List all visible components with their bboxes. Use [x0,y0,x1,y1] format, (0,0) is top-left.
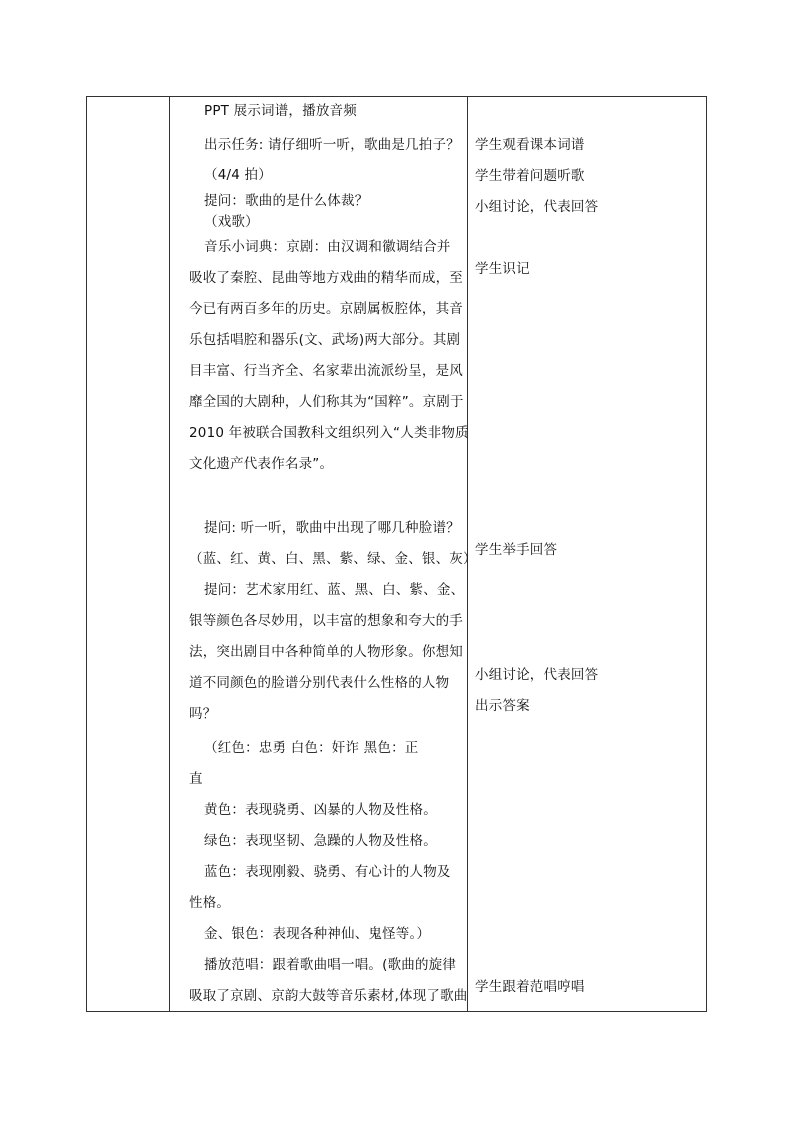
teacher-line-7: 吸收了秦腔、昆曲等地方戏曲的精华而成，至 [189,270,463,286]
teacher-line-13: 文化遗产代表作名录”。 [189,456,334,472]
student-line-4: 学生识记 [475,261,530,277]
teacher-line-19: 道不同颜色的脸谱分别代表什么性格的人物 [189,675,450,691]
teacher-line-26: 性格。 [189,895,231,911]
teacher-line-29: 吸取了京剧、京韵大鼓等音乐素材,体现了歌曲 [189,988,468,1004]
teacher-line-14: 提问: 听一听，歌曲中出现了哪几种脸谱？ [204,520,460,536]
teacher-line-21: （红色：忠勇 白色：奸诈 黑色：正 [204,740,419,756]
teacher-line-3: （4/4 拍） [204,167,272,183]
teacher-line-1: PPT 展示词谱，播放音频 [204,103,357,119]
teacher-line-17: 银等颜色各尽妙用，以丰富的想象和夸大的手 [189,613,463,629]
student-line-5: 学生举手回答 [475,542,558,558]
teacher-line-6: 音乐小词典：京剧：由汉调和徽调结合并 [204,239,451,255]
teacher-line-24: 绿色：表现坚韧、急躁的人物及性格。 [204,833,437,849]
teacher-line-23: 黄色：表现骁勇、凶暴的人物及性格。 [204,802,437,818]
teacher-line-2: 出示任务: 请仔细听一听，歌曲是几拍子？ [204,137,460,153]
student-line-7: 出示答案 [475,698,530,714]
teacher-line-15: （蓝、红、黄、白、黑、紫、绿、金、银、灰） [189,551,477,567]
teacher-line-12: 2010 年被联合国教科文组织列入“人类非物质 [189,425,469,441]
column-divider-left [169,97,170,1011]
teacher-line-22: 直 [189,771,203,787]
teacher-line-20: 吗？ [189,706,217,722]
teacher-line-10: 目丰富、行当齐全、名家辈出流派纷呈，是风 [189,363,463,379]
student-line-6: 小组讨论，代表回答 [475,667,599,683]
teacher-line-28: 播放范唱：跟着歌曲唱一唱。(歌曲的旋律 [204,957,457,973]
student-line-1: 学生观看课本词谱 [475,137,585,153]
teacher-line-16: 提问：艺术家用红、蓝、黑、白、紫、金、 [204,582,465,598]
lesson-table [86,96,707,1012]
teacher-line-27: 金、银色：表现各种神仙、鬼怪等。） [204,926,431,942]
teacher-line-5: （戏歌） [204,214,259,230]
teacher-line-4: 提问：歌曲的是什么体裁？ [204,193,369,209]
student-line-8: 学生跟着范唱哼唱 [475,979,585,995]
teacher-line-25: 蓝色：表现刚毅、骁勇、有心计的人物及 [204,864,451,880]
teacher-line-18: 法，突出剧目中各种简单的人物形象。你想知 [189,644,463,660]
teacher-line-8: 今已有两百多年的历史。京剧属板腔体，其音 [189,301,463,317]
student-line-2: 学生带着问题听歌 [475,168,585,184]
teacher-line-11: 靡全国的大剧种，人们称其为“国粹”。京剧于 [189,394,464,410]
teacher-line-9: 乐包括唱腔和器乐(文、武场)两大部分。其剧 [189,332,461,348]
student-line-3: 小组讨论，代表回答 [475,199,599,215]
